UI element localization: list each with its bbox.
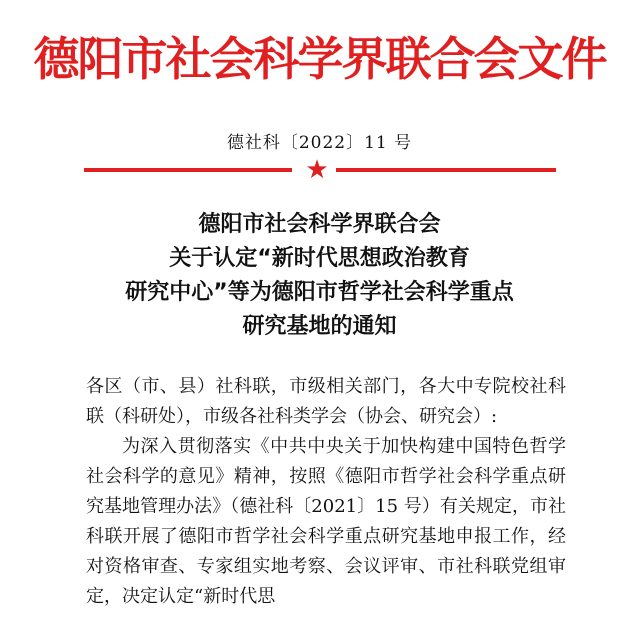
- notice-body: [86, 372, 566, 612]
- masthead-title: 德阳市社会科学界联合会文件: [33, 32, 606, 86]
- red-divider-left: [84, 168, 292, 172]
- document-number: 德社科〔2022〕11 号: [226, 133, 413, 153]
- star-icon: ★: [305, 155, 329, 185]
- body-paragraph: 为深入贯彻落实《中共中央关于加快构建中国特色哲学社会科学的意见》精神，按照《德阳市哲学社会科学重点研究基地管理办法》（德社科〔2021〕15 号）有关规定，市社科联开展了德阳市哲学社会科学重点研究基地申报工作，经对资格审查、专家组实地考察、会议评审、市社科联党组审定，决定认定“新时代思: [86, 436, 566, 607]
- title-line: 德阳市社会科学界联合会: [198, 212, 441, 237]
- notice-title: [0, 208, 639, 344]
- title-line: 研究基地的通知: [242, 314, 397, 339]
- title-line: 关于认定“新时代思想政治教育: [169, 246, 470, 271]
- addressee-paragraph: 各区（市、县）社科联，市级相关部门，各大中专院校社科联（科研处），市级各社科类学会（协会、研究会）:: [86, 376, 566, 427]
- red-divider-right: [336, 168, 556, 172]
- title-line: 研究中心”等为德阳市哲学社会科学重点: [125, 280, 514, 305]
